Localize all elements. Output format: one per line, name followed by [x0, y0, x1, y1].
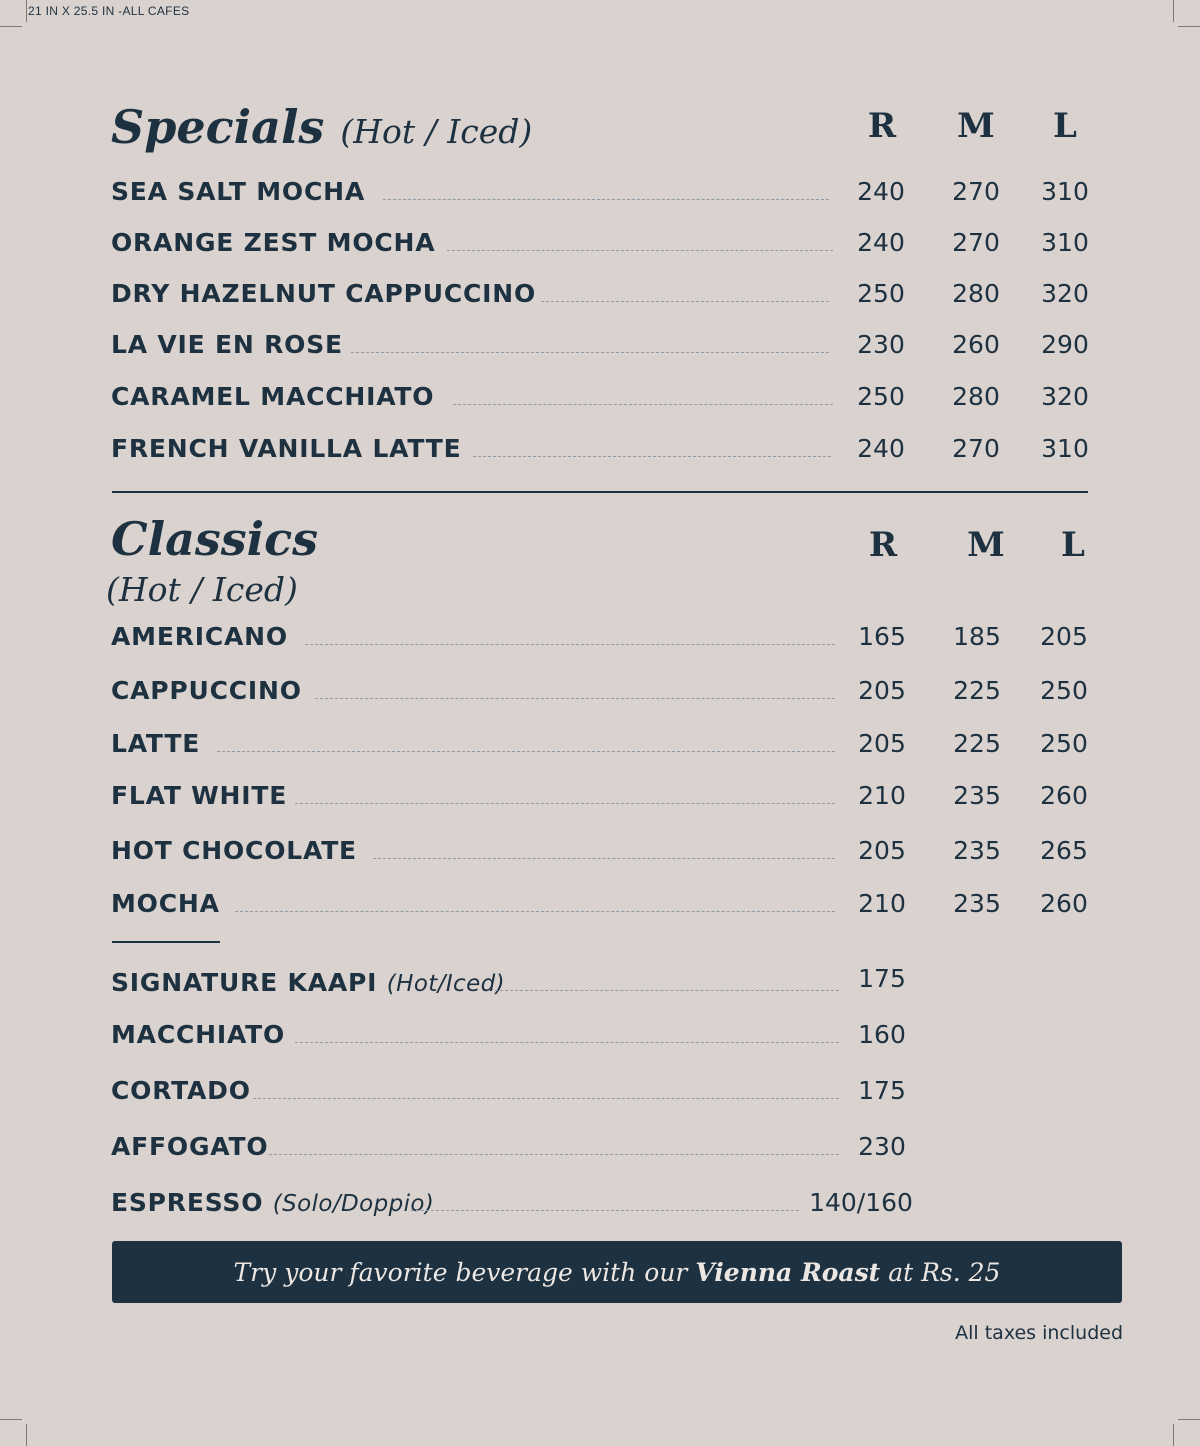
crop-mark-top-right-h — [1178, 26, 1200, 27]
price-regular: 165 — [858, 622, 906, 651]
price-large: 260 — [1040, 781, 1088, 810]
item-name — [111, 1188, 434, 1217]
dotted-leader — [217, 751, 835, 752]
classics-size-r: R — [868, 525, 898, 565]
price-regular: 205 — [858, 836, 906, 865]
dotted-leader — [541, 301, 829, 302]
menu-item-row — [111, 330, 1111, 368]
taxes-note: All taxes included — [955, 1322, 1123, 1344]
item-name: AFFOGATO — [111, 1132, 269, 1161]
price-medium: 270 — [952, 177, 1000, 206]
dotted-leader — [473, 456, 831, 457]
crop-mark-bottom-left-h — [0, 1419, 22, 1420]
menu-item-row — [111, 177, 1111, 215]
dotted-leader — [305, 644, 835, 645]
price-regular: 240 — [857, 177, 905, 206]
item-name: DRY HAZELNUT CAPPUCCINO — [111, 279, 537, 308]
item-name: FLAT WHITE — [111, 781, 288, 810]
banner-highlight: Vienna Roast — [695, 1257, 881, 1287]
print-size-note: 21 IN X 25.5 IN -ALL CAFES — [28, 4, 190, 18]
crop-mark-top-left-v — [26, 0, 27, 22]
price-regular: 210 — [858, 889, 906, 918]
price-large: 205 — [1040, 622, 1088, 651]
item-name: LATTE — [111, 729, 201, 758]
price-large: 310 — [1041, 177, 1089, 206]
price-large: 310 — [1041, 228, 1089, 257]
classics-title: Classics — [111, 512, 319, 566]
specials-subtitle: (Hot / Iced) — [340, 112, 533, 151]
specials-size-r: R — [867, 106, 897, 146]
item-name: CORTADO — [111, 1076, 251, 1105]
banner-text-after: at Rs. 25 — [888, 1257, 1001, 1287]
price-medium: 270 — [952, 228, 1000, 257]
dotted-leader — [295, 1042, 839, 1043]
crop-mark-top-right-v — [1173, 0, 1174, 22]
menu-item-row — [111, 228, 1111, 266]
price-medium: 260 — [952, 330, 1000, 359]
dotted-leader — [373, 858, 835, 859]
menu-item-row — [111, 382, 1111, 420]
dotted-leader — [315, 698, 835, 699]
menu-item-row — [111, 836, 1111, 874]
classics-size-m: M — [967, 525, 1005, 565]
menu-item-row — [111, 1076, 1111, 1114]
price-medium: 235 — [953, 889, 1001, 918]
price-single: 140/160 — [809, 1188, 913, 1217]
crop-mark-bottom-left-v — [26, 1424, 27, 1446]
dotted-leader — [453, 404, 833, 405]
dotted-leader — [269, 1154, 839, 1155]
item-name: SEA SALT MOCHA — [111, 177, 365, 206]
menu-item-row — [111, 781, 1111, 819]
menu-item-row — [111, 434, 1111, 472]
price-single: 160 — [858, 1020, 906, 1049]
dotted-leader — [235, 911, 835, 912]
item-name: AMERICANO — [111, 622, 288, 651]
price-large: 250 — [1040, 676, 1088, 705]
menu-item-row — [111, 964, 1111, 1006]
menu-item-row — [111, 622, 1111, 660]
price-medium: 280 — [952, 279, 1000, 308]
price-large: 320 — [1041, 279, 1089, 308]
item-name: FRENCH VANILLA LATTE — [111, 434, 462, 463]
price-large: 320 — [1041, 382, 1089, 411]
specials-title — [111, 100, 532, 154]
dotted-leader — [295, 803, 835, 804]
menu-item-row — [111, 676, 1111, 714]
price-regular: 250 — [857, 279, 905, 308]
menu-item-row — [111, 279, 1111, 317]
dotted-leader — [383, 199, 829, 200]
menu-item-row — [111, 889, 1111, 927]
crop-mark-bottom-right-v — [1173, 1424, 1174, 1446]
item-name: ORANGE ZEST MOCHA — [111, 228, 436, 257]
dotted-leader — [411, 1210, 799, 1211]
classics-subtitle: (Hot / Iced) — [106, 570, 298, 609]
item-note: (Solo/Doppio) — [272, 1191, 435, 1217]
item-name: CAPPUCCINO — [111, 676, 302, 705]
item-name: MACCHIATO — [111, 1020, 286, 1049]
item-note: (Hot/Iced) — [386, 971, 506, 997]
dotted-leader — [447, 250, 833, 251]
price-single: 175 — [858, 964, 906, 993]
price-large: 265 — [1040, 836, 1088, 865]
price-large: 250 — [1040, 729, 1088, 758]
price-medium: 270 — [952, 434, 1000, 463]
price-medium: 225 — [953, 676, 1001, 705]
price-large: 260 — [1040, 889, 1088, 918]
specials-title-text: Specials — [111, 100, 325, 154]
item-name: LA VIE EN ROSE — [111, 330, 343, 359]
section-divider — [112, 491, 1088, 493]
price-medium: 235 — [953, 781, 1001, 810]
price-regular: 210 — [858, 781, 906, 810]
classics-size-l: L — [1061, 525, 1085, 565]
price-large: 310 — [1041, 434, 1089, 463]
menu-item-row — [111, 729, 1111, 767]
item-name: HOT CHOCOLATE — [111, 836, 357, 865]
item-name: CARAMEL MACCHIATO — [111, 382, 435, 411]
dotted-leader — [253, 1098, 839, 1099]
dotted-leader — [495, 990, 839, 991]
price-medium: 185 — [953, 622, 1001, 651]
price-medium: 235 — [953, 836, 1001, 865]
menu-item-row — [111, 1188, 1111, 1226]
menu-item-row — [111, 1020, 1111, 1058]
specials-size-l: L — [1053, 106, 1077, 146]
price-regular: 240 — [857, 228, 905, 257]
dotted-leader — [351, 352, 829, 353]
menu-item-row — [111, 1132, 1111, 1170]
item-name — [111, 968, 505, 997]
vienna-roast-banner — [112, 1241, 1122, 1303]
item-name: MOCHA — [111, 889, 220, 918]
price-regular: 230 — [857, 330, 905, 359]
item-name-text: ESPRESSO — [111, 1188, 264, 1217]
price-regular: 250 — [857, 382, 905, 411]
price-single: 230 — [858, 1132, 906, 1161]
price-medium: 225 — [953, 729, 1001, 758]
crop-mark-bottom-right-h — [1178, 1419, 1200, 1420]
price-single: 175 — [858, 1076, 906, 1105]
banner-text-before: Try your favorite beverage with our — [233, 1257, 688, 1287]
price-medium: 280 — [952, 382, 1000, 411]
short-divider — [112, 941, 220, 943]
crop-mark-top-left-h — [0, 26, 22, 27]
item-name-text: SIGNATURE KAAPI — [111, 968, 378, 997]
price-large: 290 — [1041, 330, 1089, 359]
price-regular: 240 — [857, 434, 905, 463]
price-regular: 205 — [858, 676, 906, 705]
price-regular: 205 — [858, 729, 906, 758]
specials-size-m: M — [957, 106, 995, 146]
